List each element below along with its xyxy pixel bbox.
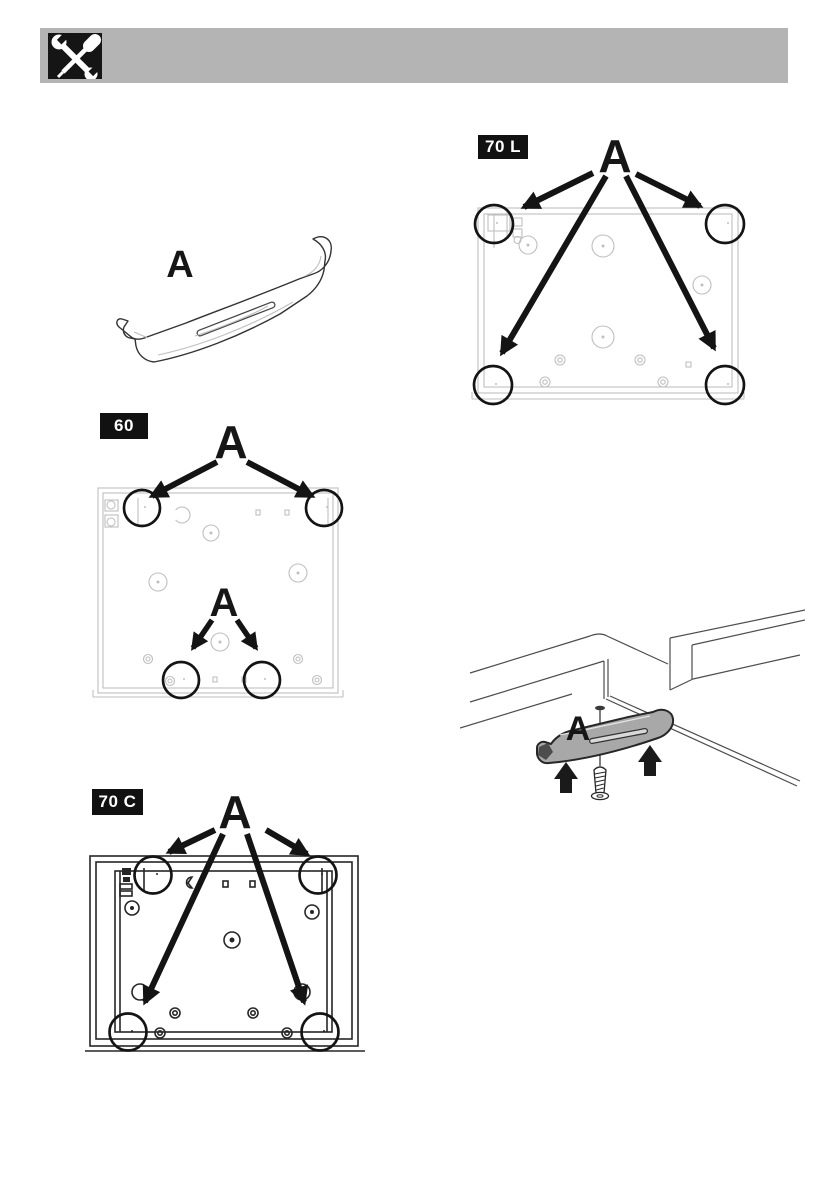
screw-body [592, 767, 609, 800]
callout-letter: A [598, 130, 632, 182]
fixing-point-markers [474, 205, 744, 404]
tools-icon-box [48, 33, 102, 79]
bracket-install-figure [460, 600, 805, 835]
callout-letter: A [218, 786, 252, 838]
callout-letter: A [214, 416, 248, 468]
badge-70c: 70 C [92, 789, 143, 815]
hob-70c-outline [85, 856, 365, 1051]
callout-letter: A [209, 581, 239, 625]
hob-70l-figure [460, 118, 804, 414]
tools-icon [48, 33, 102, 79]
badge-70l: 70 L [478, 135, 528, 159]
hob-60-figure [90, 398, 362, 710]
fixing-bracket-figure [100, 228, 355, 378]
hob-70l-outline [472, 208, 744, 399]
header-bar [40, 28, 788, 83]
callout-letter: A [565, 710, 591, 748]
worktop-cutout-drawing [460, 610, 805, 786]
hob-70c-figure [85, 778, 380, 1073]
badge-60: 60 [100, 413, 148, 439]
bracket-drawing [117, 237, 331, 362]
callout-letter: A [166, 244, 194, 286]
callout-arrows [502, 173, 714, 353]
